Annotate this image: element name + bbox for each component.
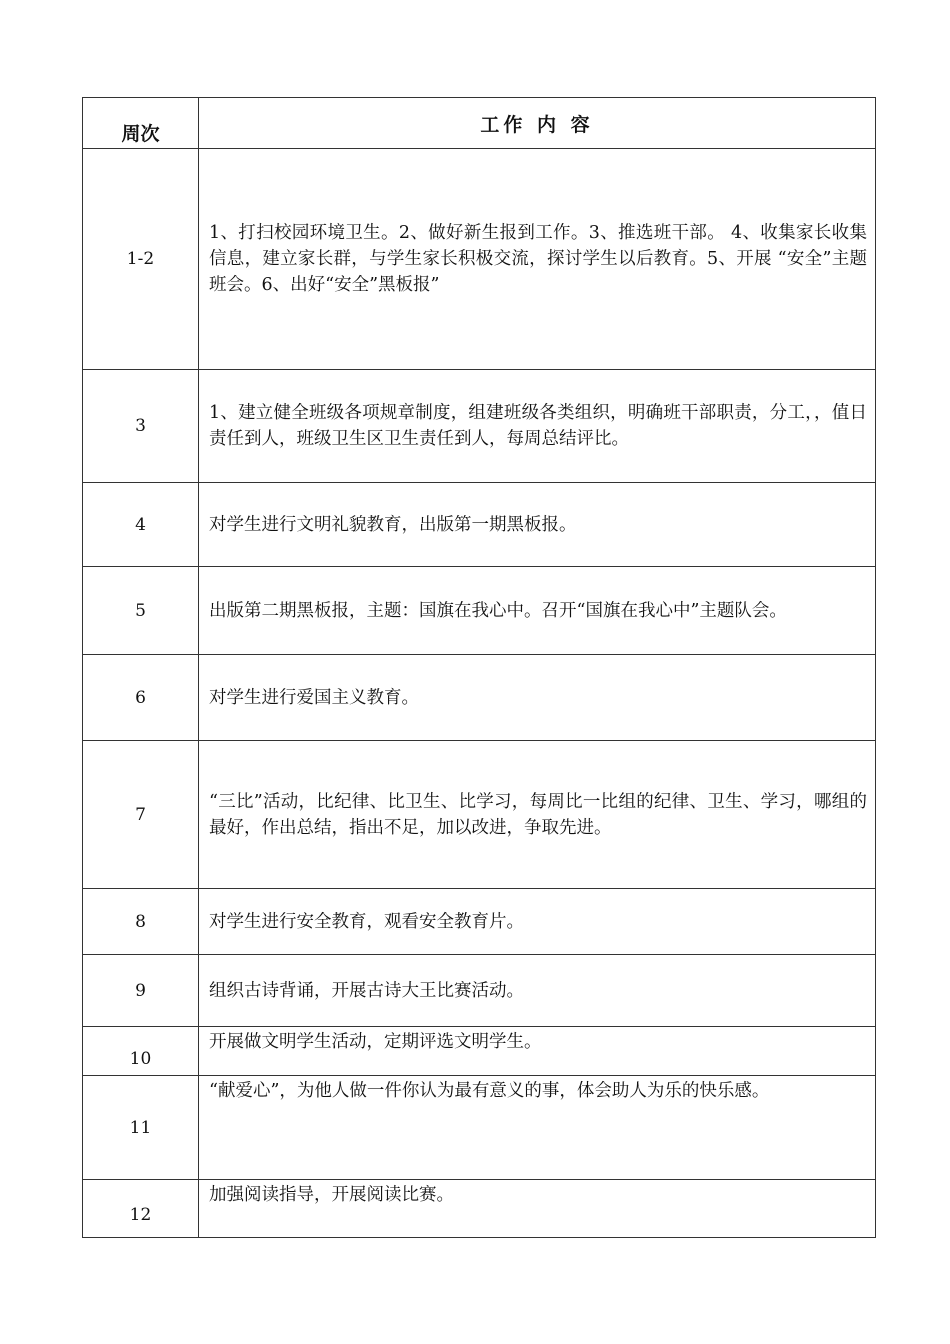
table-row [83, 955, 876, 1027]
week-cell: 8 [83, 889, 199, 955]
header-content: 工作 内 容 [199, 98, 876, 149]
table-row [83, 567, 876, 655]
table-header-row [83, 98, 876, 149]
content-cell: 对学生进行安全教育，观看安全教育片。 [199, 889, 876, 955]
week-cell: 5 [83, 567, 199, 655]
content-cell: 组织古诗背诵，开展古诗大王比赛活动。 [199, 955, 876, 1027]
week-cell: 4 [83, 483, 199, 567]
content-cell: 开展做文明学生活动，定期评选文明学生。 [199, 1027, 876, 1076]
table-row [83, 655, 876, 741]
content-cell: 1、建立健全班级各项规章制度，组建班级各类组织，明确班干部职责，分工，，值日责任到人，班级卫生区卫生责任到人，每周总结评比。 [199, 370, 876, 483]
content-cell: “三比”活动，比纪律、比卫生、比学习，每周比一比组的纪律、卫生、学习，哪组的最好，作出总结，指出不足，加以改进，争取先进。 [199, 741, 876, 889]
table-row [83, 889, 876, 955]
table-row [83, 483, 876, 567]
content-cell: “献爱心”，为他人做一件你认为最有意义的事，体会助人为乐的快乐感。 [199, 1076, 876, 1180]
week-cell: 12 [83, 1180, 199, 1238]
week-cell: 1-2 [83, 149, 199, 370]
table-row [83, 741, 876, 889]
content-cell: 对学生进行爱国主义教育。 [199, 655, 876, 741]
week-cell: 3 [83, 370, 199, 483]
week-cell: 7 [83, 741, 199, 889]
content-cell: 加强阅读指导，开展阅读比赛。 [199, 1180, 876, 1238]
content-cell: 1、打扫校园环境卫生。2、做好新生报到工作。3、推选班干部。 4、收集家长收集信息，建立家长群，与学生家长积极交流，探讨学生以后教育。5、开展 “安全”主题班会。6、出好“安全”黑板报” [199, 149, 876, 370]
table-row [83, 1076, 876, 1180]
table-row [83, 1180, 876, 1238]
week-cell: 6 [83, 655, 199, 741]
week-cell: 10 [83, 1027, 199, 1076]
table-row [83, 1027, 876, 1076]
table-row [83, 370, 876, 483]
table-row [83, 149, 876, 370]
week-cell: 11 [83, 1076, 199, 1180]
work-plan-table [82, 97, 876, 1238]
header-week: 周次 [83, 98, 199, 149]
content-cell: 对学生进行文明礼貌教育，出版第一期黑板报。 [199, 483, 876, 567]
week-cell: 9 [83, 955, 199, 1027]
content-cell: 出版第二期黑板报，主题：国旗在我心中。召开“国旗在我心中”主题队会。 [199, 567, 876, 655]
